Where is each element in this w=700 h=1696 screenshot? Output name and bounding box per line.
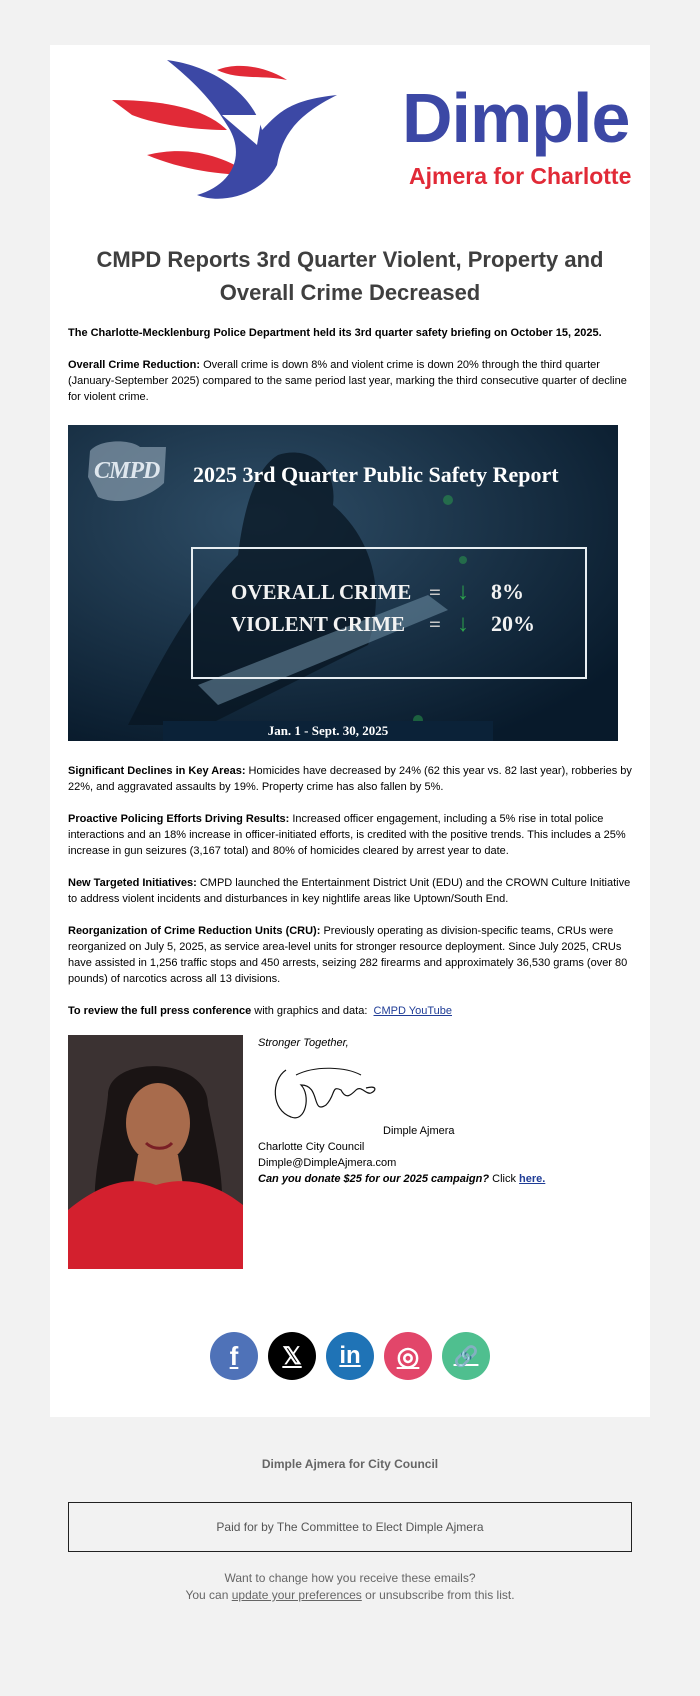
x-icon[interactable]: 𝕏 xyxy=(268,1332,316,1380)
down-arrow-icon: ↓ xyxy=(457,579,469,605)
stat-row-overall: OVERALL CRIME = ↓ 8% xyxy=(231,579,524,605)
cmpd-badge-label: CMPD xyxy=(94,458,160,484)
facebook-icon[interactable]: f xyxy=(210,1332,258,1380)
signature-icon xyxy=(266,1055,386,1125)
update-preferences-link[interactable]: update your preferences xyxy=(231,1588,362,1602)
down-arrow-icon: ↓ xyxy=(457,611,469,637)
report-title: 2025 3rd Quarter Public Safety Report xyxy=(193,462,559,487)
signer-role: Charlotte City Council xyxy=(258,1141,365,1153)
email-card xyxy=(50,45,650,1417)
section-overall: Overall Crime Reduction: Overall crime is down 8% and violent crime is down 20% through the third quarter (January-September 2025) compared to the same period last year, marking the third consecutive quarter of decline for violent crime. xyxy=(68,359,627,403)
link-icon[interactable]: 🔗 xyxy=(442,1332,490,1380)
review-line: To review the full press conference with graphics and data: CMPD YouTube xyxy=(68,1005,452,1017)
logo-flag-icon xyxy=(112,55,342,205)
stat-row-violent: VIOLENT CRIME = ↓ 20% xyxy=(231,611,535,637)
section-cru: Reorganization of Crime Reduction Units (CRU): Previously operating as division-specific teams, CRUs were reorganized on July 5, 2025, as service area-level units for stronger resource deployment. Since July 2025, CRUs have assisted in 1,256 traffic stops and 450 arrests, seizing 282 firearms and approximately 36,530 grams (over 80 pounds) of narcotics across all 13 divisions. xyxy=(68,925,628,985)
closing-text: Stronger Together, xyxy=(258,1037,349,1049)
donate-line: Can you donate $25 for our 2025 campaign? Click here. xyxy=(258,1173,546,1185)
donate-link[interactable]: here. xyxy=(519,1173,546,1185)
campaign-logo xyxy=(112,55,632,215)
page-title: CMPD Reports 3rd Quarter Violent, Property and Overall Crime Decreased xyxy=(96,247,604,305)
intro-text: The Charlotte-Mecklenburg Police Department held its 3rd quarter safety briefing on October 15, 2025. xyxy=(68,327,602,339)
paid-for-box: Paid for by The Committee to Elect Dimple Ajmera xyxy=(68,1502,632,1552)
candidate-photo xyxy=(68,1035,243,1269)
signature-block xyxy=(258,1035,628,1185)
section-policing: Proactive Policing Efforts Driving Results: Increased officer engagement, including a 5% rise in total police interactions and an 18% increase in officer-initiated efforts, is credited with the positive trends. This includes a 25% increase in gun seizures (3,167 total) and 80% of homicides cleared by arrest year to date. xyxy=(68,813,626,857)
linkedin-icon[interactable]: in xyxy=(326,1332,374,1380)
signer-email: Dimple@DimpleAjmera.com xyxy=(258,1157,397,1169)
section-declines: Significant Declines in Key Areas: Homicides have decreased by 24% (62 this year vs. 82 last year), robberies by 22%, and aggravated assaults by 19%. Property crime has also fallen by 5%. xyxy=(68,765,632,793)
instagram-icon[interactable]: ◎ xyxy=(384,1332,432,1380)
youtube-link[interactable]: CMPD YouTube xyxy=(373,1005,452,1017)
stat-box xyxy=(191,547,587,679)
signer-name: Dimple Ajmera xyxy=(383,1125,455,1137)
public-safety-report-image xyxy=(68,425,618,741)
preferences-text: Want to change how you receive these emails? You can update your preferences or unsubscribe from this list. xyxy=(185,1571,515,1602)
report-dates: Jan. 1 - Sept. 30, 2025 xyxy=(163,721,493,741)
logo-name: Dimple xyxy=(402,79,630,157)
footer-org: Dimple Ajmera for City Council xyxy=(261,1457,439,1471)
logo-subtitle: Ajmera for Charlotte xyxy=(409,163,632,189)
section-initiatives: New Targeted Initiatives: CMPD launched the Entertainment District Unit (EDU) and the CROWN Culture Initiative to address violent incidents and disturbances in key nightlife areas like Uptown/South End. xyxy=(68,877,631,905)
